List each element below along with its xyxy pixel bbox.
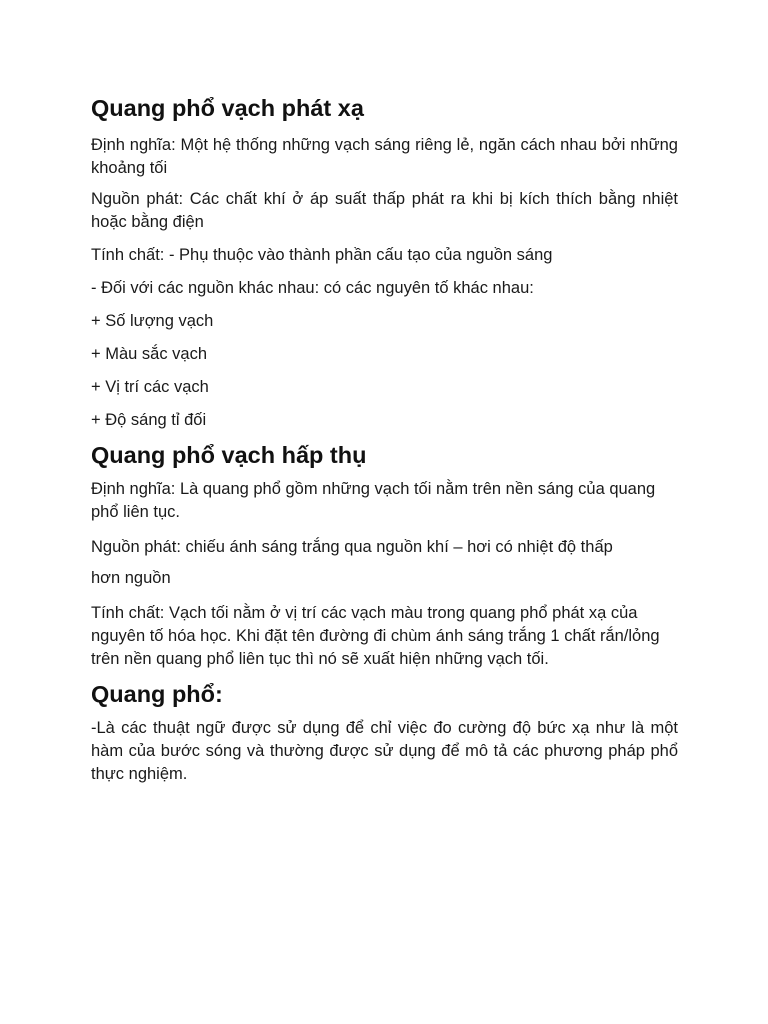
absorption-property: Tính chất: Vạch tối nằm ở vị trí các vạch màu trong quang phổ phát xạ của nguyên tố hóa học. Khi đặt tên đường đi chùm ánh sáng trắng 1 chất rắn/lỏng trên nền quang phổ liên tục thì nó sẽ xuất hiện những vạch tối. [91,604,660,668]
emission-source: Nguồn phát: Các chất khí ở áp suất thấp phát ra khi bị kích thích bằng nhiệt hoặc bằng điện [91,190,678,231]
absorption-source-line: hơn nguồn [91,569,171,587]
emission-list-item: + Số lượng vạch [91,312,214,330]
emission-list-item: + Độ sáng tỉ đối [91,411,207,429]
absorption-source-line: Nguồn phát: chiếu ánh sáng trắng qua nguồn khí – hơi có nhiệt độ thấp [91,538,613,556]
emission-list-item: + Màu sắc vạch [91,345,208,363]
absorption-definition: Định nghĩa: Là quang phổ gồm những vạch tối nằm trên nền sáng của quang phổ liên tục. [91,480,656,521]
section-heading-spectrum: Quang phổ: [91,681,223,707]
spectrum-body: -Là các thuật ngữ được sử dụng để chỉ việc đo cường độ bức xạ như là một hàm của bước sóng và thường được sử dụng để mô tả các phương pháp phổ thực nghiệm. [91,719,678,783]
emission-definition: Định nghĩa: Một hệ thống những vạch sáng riêng lẻ, ngăn cách nhau bởi những khoảng tối [91,136,678,177]
section-heading-absorption-spectrum: Quang phổ vạch hấp thụ [91,442,367,468]
section-heading-emission-spectrum: Quang phổ vạch phát xạ [91,95,364,121]
emission-property-note: - Đối với các nguồn khác nhau: có các nguyên tố khác nhau: [91,279,534,297]
emission-list-item: + Vị trí các vạch [91,378,209,396]
emission-property: Tính chất: - Phụ thuộc vào thành phần cấu tạo của nguồn sáng [91,246,553,264]
